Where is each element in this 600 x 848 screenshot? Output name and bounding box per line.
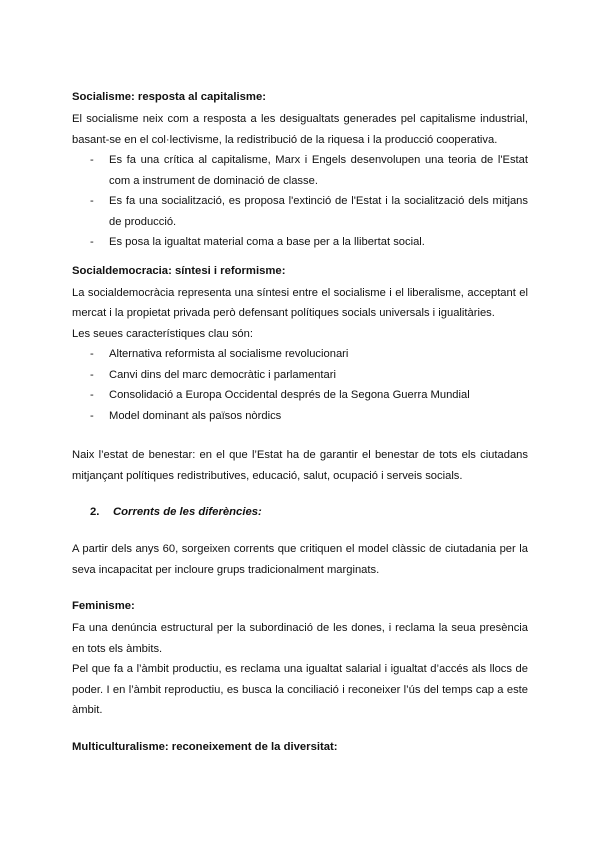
dash-marker: - (90, 409, 94, 422)
list-item: - Consolidació a Europa Occidental després de la Segona Guerra Mundial (72, 385, 528, 406)
dash-marker: - (90, 368, 94, 381)
section-number: 2. (90, 506, 100, 518)
paragraph-corrents-intro: A partir dels anys 60, sorgeixen corrents que critiquen el model clàssic de ciutadania per la seva incapacitat per incloure grups tradicionalment marginats. (72, 543, 528, 576)
list-item: - Es posa la igualtat material coma a base per a la llibertat social. (72, 232, 528, 253)
list-item: - Alternativa reformista al socialisme revolucionari (72, 344, 528, 365)
dash-marker: - (90, 348, 94, 360)
list-item: - Canvi dins del marc democràtic i parlamentari (72, 365, 528, 386)
dash-marker: - (90, 195, 94, 207)
paragraph-estat-benestar: Naix l’estat de benestar: en el que l’Estat ha de garantir el benestar de tots els ciutadans mitjançant polítiques redistributives, educació, salut, ocupació i serveis socials. (72, 449, 528, 482)
list-item: - Es fa una socialització, es proposa l'extinció de l'Estat i la socialització dels mitjans de producció. (72, 191, 528, 232)
heading-feminisme: Feminisme: (72, 600, 135, 612)
bullet-list-socialdemocracia (72, 344, 528, 426)
paragraph-socialdemocracia-lead: Les seues característiques clau són: (72, 327, 253, 340)
dash-marker: - (90, 389, 94, 401)
list-item: - Model dominant als països nòrdics (72, 406, 528, 427)
section-title: Corrents de les diferències: (113, 506, 262, 518)
heading-multiculturalisme: Multiculturalisme: reconeixement de la diversitat: (72, 740, 338, 753)
document-body (72, 90, 528, 759)
dash-marker: - (90, 154, 94, 166)
bullet-list-socialisme (72, 150, 528, 253)
dash-marker: - (90, 236, 94, 248)
list-item: - Es fa una crítica al capitalisme, Marx i Engels desenvolupen una teoria de l'Estat com a instrument de dominació de classe. (72, 150, 528, 191)
paragraph-feminisme-2: Pel que fa a l’àmbit productiu, es reclama una igualtat salarial i igualtat d’accés als llocs de poder. I en l’àmbit reproductiu, es busca la conciliació i reconeixer l’ús del temps cap a este àmbit. (72, 663, 528, 716)
heading-socialdemocracia: Socialdemocracia: síntesi i reformisme: (72, 264, 286, 277)
heading-socialisme: Socialisme: resposta al capitalisme: (72, 91, 267, 103)
paragraph-socialisme-intro: El socialisme neix com a resposta a les desigualtats generades pel capitalisme industrial, basant-se en el col·lectivisme, la redistribució de la riquesa i la producció cooperativa. (72, 113, 528, 146)
paragraph-socialdemocracia-intro: La socialdemocràcia representa una síntesi entre el socialisme i el liberalisme, acceptant el mercat i la propietat privada però defensant polítiques socials universals i igualitàries. (72, 286, 528, 319)
section-heading-corrents (72, 505, 528, 520)
paragraph-feminisme-1: Fa una denúncia estructural per la subordinació de les dones, i reclama la seua presència en tots els àmbits. (72, 622, 528, 655)
